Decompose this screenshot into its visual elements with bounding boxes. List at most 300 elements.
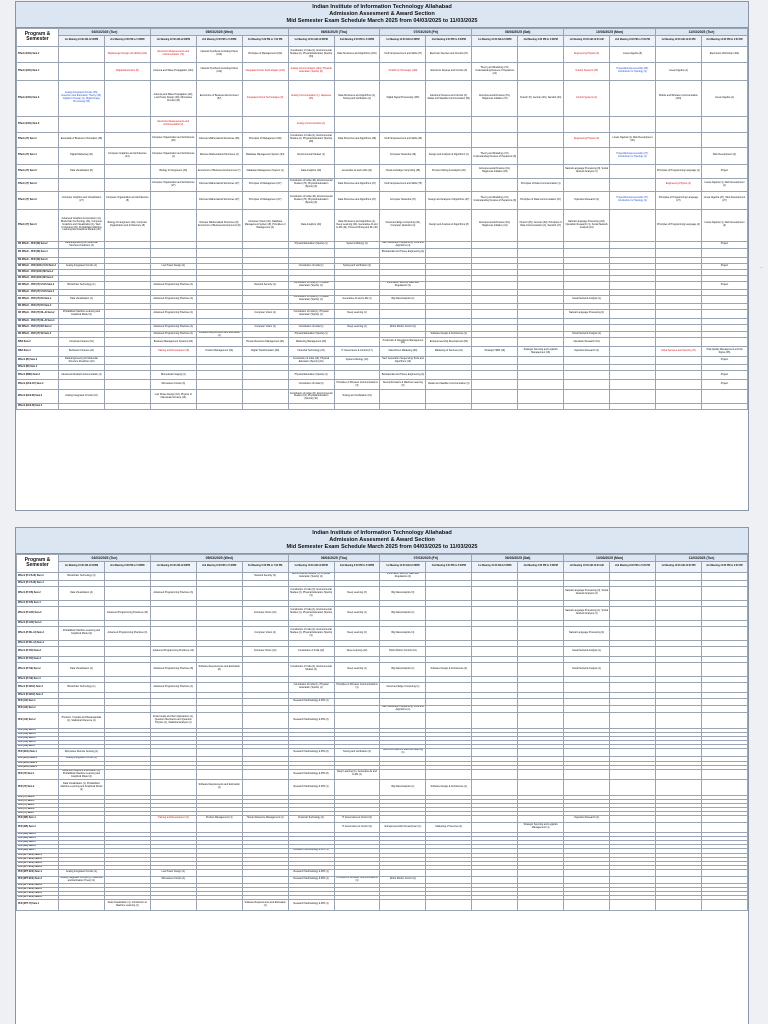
exam-cell	[610, 815, 656, 822]
exam-cell: Total Quality Management and Six Sigma (35)	[701, 347, 747, 357]
exam-cell	[701, 116, 747, 132]
exam-cell	[701, 646, 747, 656]
exam-cell	[610, 164, 656, 178]
program-semester-cell: DD MTech - PhD (IT) DS Sem-2	[17, 295, 59, 303]
exam-schedule-table	[16, 28, 748, 411]
exam-cell	[104, 390, 150, 404]
exam-cell	[242, 748, 288, 756]
exam-cell	[655, 712, 701, 728]
date-header: 10/03/2025 (Mon)	[564, 28, 656, 35]
exam-cell	[150, 209, 196, 241]
exam-cell	[655, 586, 701, 600]
table-row	[17, 338, 748, 347]
exam-cell	[655, 116, 701, 132]
exam-cell: Low Power Design (1)	[150, 263, 196, 269]
exam-cell: Biomaterials and Tissue Engineering (4)	[380, 248, 426, 257]
exam-cell: Software Requirements and Estimation (8)	[196, 662, 242, 676]
program-semester-cell: PhD (AS) Sem-7	[17, 744, 59, 748]
exam-cell	[196, 390, 242, 404]
program-semester-cell: PhD (IIPT-ECE) Sem-4	[17, 865, 59, 869]
exam-cell: Entrepreneurial Finance (94), Happiness Initiative (41)	[472, 209, 518, 241]
program-semester-cell: PhD (IIPT-ECE) Sem-1	[17, 869, 59, 876]
exam-cell	[426, 241, 472, 248]
time-slot-header: 1st Meeting 10:30 AM-12:30PM	[59, 35, 105, 46]
exam-cell: Social Network Analysis (1)	[564, 662, 610, 676]
exam-cell	[104, 705, 150, 712]
exam-cell	[150, 241, 196, 248]
exam-cell: Discrete Mathematical Structures (27)	[196, 191, 242, 209]
exam-cell	[701, 626, 747, 640]
exam-cell	[472, 769, 518, 779]
exam-cell	[59, 46, 105, 62]
exam-cell: Business Management Systems (62)	[150, 338, 196, 347]
table-row	[17, 371, 748, 380]
date-header: 07/03/2025 (Fri)	[380, 28, 472, 35]
exam-cell: Constitution of India (18), Environmental Studies (78), Physical Education (Sports) (6)	[288, 178, 334, 191]
exam-cell	[426, 371, 472, 380]
exam-cell	[196, 295, 242, 303]
exam-cell: Research Methodology & IPR (1)	[288, 899, 334, 910]
exam-cell: Theory and Modeling of IC, Understanding Devices of Hepatrons (8)	[472, 147, 518, 164]
exam-cell	[518, 338, 564, 347]
exam-cell	[610, 404, 656, 410]
program-semester-cell: PhD (IT) Sem-7	[17, 811, 59, 815]
exam-cell	[196, 586, 242, 600]
program-semester-cell: DD MTech - PhD (IT) DS Sem-4	[17, 303, 59, 309]
schedule-title: Mid Semester Exam Schedule March 2025 from 04/03/2025 to 11/03/2025	[286, 544, 478, 551]
exam-cell: Human Resource Management (61)	[242, 338, 288, 347]
exam-cell	[380, 869, 426, 876]
table-row	[17, 178, 748, 191]
section-name: Admission Assesment & Award Section	[329, 537, 435, 544]
exam-cell: Fintech (25), German (42), Principles of Data Communication (1), Sanskrit (17)	[518, 209, 564, 241]
exam-cell	[196, 899, 242, 910]
exam-cell: Big Data Analytics (3)	[380, 586, 426, 600]
exam-cell	[472, 46, 518, 62]
table-row	[17, 769, 748, 779]
exam-cell	[334, 572, 380, 580]
exam-cell	[196, 404, 242, 410]
exam-cell	[472, 404, 518, 410]
table-row	[17, 132, 748, 147]
exam-cell: Analog Integrated Circuits (1)	[59, 263, 105, 269]
program-semester-cell: MTech (IT-HCI) Sem-2	[17, 606, 59, 620]
exam-cell	[610, 869, 656, 876]
program-semester-cell: DD MTech - PhD (ECE) MI Sem-2	[17, 269, 59, 275]
exam-cell	[701, 705, 747, 712]
exam-cell: Entrepreneurship Development (1)	[380, 822, 426, 832]
exam-cell	[472, 371, 518, 380]
exam-cell	[59, 380, 105, 390]
exam-cell: Data Visualization (1), Probabilistic Machine Learning and Graphical Model (1)	[59, 779, 105, 795]
exam-cell: Robot Motion Control (1)	[380, 324, 426, 331]
exam-cell	[334, 705, 380, 712]
exam-cell	[104, 662, 150, 676]
exam-cell	[426, 324, 472, 331]
date-header: 04/03/2025 (Tue)	[59, 28, 151, 35]
time-slot-header: 1st Meeting 10:30 AM-12:30PM	[472, 35, 518, 46]
exam-cell: Research Methodology & IPR (2)	[288, 712, 334, 728]
exam-cell	[196, 324, 242, 331]
exam-cell	[380, 712, 426, 728]
exam-cell: Linear Algebra (1), Web Development (1)	[701, 178, 747, 191]
exam-cell	[472, 586, 518, 600]
exam-cell: Computer Vision (40), Database Management System (8), Principles of Management (4)	[242, 209, 288, 241]
exam-cell	[701, 572, 747, 580]
exam-cell	[196, 682, 242, 692]
exam-cell: Microwave Circuits (1)	[150, 876, 196, 883]
exam-cell: Data Visualization (4)	[59, 586, 105, 600]
exam-cell	[564, 404, 610, 410]
exam-cell	[518, 586, 564, 600]
exam-cell	[426, 357, 472, 365]
exam-cell: Project/Entrepreneurship (37), Introduction to Topology (4)	[610, 191, 656, 209]
exam-cell: Analog Integrated Circuits (1)	[59, 869, 105, 876]
exam-cell	[104, 371, 150, 380]
table-row	[17, 390, 748, 404]
schedule-page-2	[15, 527, 749, 1024]
table-row	[17, 646, 748, 656]
exam-cell: Digital Transformation (60)	[242, 347, 288, 357]
exam-cell: Data Visualization (1)	[59, 295, 105, 303]
date-header: 08/03/2025 (Sat)	[472, 28, 564, 35]
table-row	[17, 62, 748, 80]
exam-cell	[104, 869, 150, 876]
exam-cell	[288, 705, 334, 712]
table-row	[17, 712, 748, 728]
table-row	[17, 404, 748, 410]
exam-cell	[150, 779, 196, 795]
exam-cell: Principles of Management (102)	[242, 46, 288, 62]
exam-cell: Information Security Laws and Regulations (4)	[380, 572, 426, 580]
exam-cell: Data Structures and Algorithms (1), Deep Learning (40), Generative AI and LLMs (40), Process Mining and RL (40)	[334, 209, 380, 241]
exam-cell	[655, 357, 701, 365]
exam-cell	[518, 324, 564, 331]
exam-cell	[426, 869, 472, 876]
exam-cell	[150, 191, 196, 209]
exam-cell	[150, 748, 196, 756]
exam-cell	[472, 698, 518, 705]
exam-cell: Probabilistic Machine Learning and Graphical Model (1)	[59, 309, 105, 318]
program-semester-cell: MTech (ECE-M) Sem-2	[17, 390, 59, 404]
exam-cell	[426, 748, 472, 756]
time-slot-header: 1st Meeting 10:30 AM-12:30 PM	[655, 561, 701, 572]
exam-cell: Strategic Sourcing and Logistics Management (16)	[518, 347, 564, 357]
exam-cell: Constitution of India (10), Physical Education (Sports) (10)	[288, 357, 334, 365]
exam-cell	[242, 712, 288, 728]
exam-cell: Deep Learning (1)	[334, 662, 380, 676]
exam-cell	[610, 748, 656, 756]
exam-cell: Advanced Programming Practices (12)	[150, 646, 196, 656]
exam-cell	[334, 248, 380, 257]
time-slot-header: 1st Meeting 10:30 AM-12:30PM	[380, 35, 426, 46]
exam-cell	[150, 822, 196, 832]
exam-cell: Youth Empowerment and Skills (48)	[380, 132, 426, 147]
program-semester-cell: MTech (ECE-CF) Sem-2	[17, 380, 59, 390]
exam-cell	[655, 338, 701, 347]
exam-cell	[104, 748, 150, 756]
exam-cell	[196, 822, 242, 832]
exam-cell: Computer Networks (27)	[380, 191, 426, 209]
exam-cell	[426, 815, 472, 822]
exam-cell	[334, 281, 380, 289]
exam-cell	[564, 380, 610, 390]
exam-cell: Principles of Programming Language (4)	[655, 209, 701, 241]
exam-cell	[472, 324, 518, 331]
exam-cell	[104, 779, 150, 795]
exam-cell	[59, 815, 105, 822]
exam-cell	[518, 295, 564, 303]
exam-cell	[104, 815, 150, 822]
exam-cell: Advanced Programming Practices (1)	[150, 331, 196, 338]
program-semester-cell: MTech (BME) Sem-2	[17, 371, 59, 380]
exam-cell: Integrated Circuit Technologies (8)	[242, 80, 288, 116]
program-semester-cell: BTech (IT) Sem-8	[17, 191, 59, 209]
exam-cell	[104, 876, 150, 883]
exam-cell	[196, 626, 242, 640]
time-slot-header: 2nd Meeting 3:30 PM to 5:30PM	[104, 561, 150, 572]
exam-cell: Analog Integrated Circuits (1)	[59, 756, 105, 761]
exam-cell	[242, 404, 288, 410]
exam-cell	[564, 682, 610, 692]
exam-cell	[334, 371, 380, 380]
program-semester-cell: BS MTech - PhD (BI) Sem-4	[17, 248, 59, 257]
exam-cell: Software Design & Architecture (1)	[426, 779, 472, 795]
program-semester-cell: DD MTech - PhD (IT) SE Sem-2	[17, 331, 59, 338]
table-row	[17, 191, 748, 209]
exam-cell	[610, 331, 656, 338]
exam-cell: Data Visualization (4)	[59, 662, 105, 676]
program-semester-cell: MTech (IT-CS-IS) Sem-2	[17, 572, 59, 580]
exam-cell	[564, 241, 610, 248]
exam-cell	[564, 876, 610, 883]
exam-cell: Computer Vision (16)	[242, 606, 288, 620]
exam-cell: Software Design & Architecture (4)	[426, 662, 472, 676]
exam-cell	[242, 390, 288, 404]
exam-cell	[564, 712, 610, 728]
exam-cell	[334, 404, 380, 410]
exam-cell: Network Security (1)	[242, 281, 288, 289]
exam-cell: VLSI/IC & CS Design (148)	[380, 62, 426, 80]
exam-cell: Computer Graphics and Architecture (44)	[104, 147, 150, 164]
table-row	[17, 586, 748, 600]
exam-cell	[518, 147, 564, 164]
exam-cell	[701, 712, 747, 728]
exam-cell	[334, 331, 380, 338]
program-semester-cell: PhD (MS) Sem-6	[17, 844, 59, 848]
table-row	[17, 309, 748, 318]
program-semester-cell: PhD (AS) Sem-6	[17, 740, 59, 744]
exam-cell: Theory and Modeling of IC, Understanding Devices of Hepatrons (8)	[472, 191, 518, 209]
program-semester-cell: MTech (ECE-M) Sem-4	[17, 404, 59, 410]
exam-cell: Antenna and Wave Propagation (22), Low Power Design (49), Microwave Circuits (49)	[150, 80, 196, 116]
exam-cell: Youth Empowerment and Skills (75)	[380, 178, 426, 191]
exam-cell	[426, 572, 472, 580]
exam-cell: Network Synthesis & Analog Filters (144)	[196, 62, 242, 80]
exam-cell	[518, 712, 564, 728]
date-header: 06/03/2025 (Thu)	[288, 28, 380, 35]
time-slot-header: 2nd Meeting 3:30 PM to 5:30PM	[518, 35, 564, 46]
exam-cell: Operation Research (61)	[564, 338, 610, 347]
exam-cell: Financial Technology (24)	[288, 347, 334, 357]
exam-cell: Testing and Verification (10)	[334, 390, 380, 404]
exam-cell: Design and Analysis of Algorithms (27)	[426, 191, 472, 209]
exam-cell	[518, 705, 564, 712]
exam-cell: Principles of Wireless Communications (3)	[334, 380, 380, 390]
exam-cell	[426, 404, 472, 410]
exam-cell	[150, 698, 196, 705]
exam-cell: Linear Algebra (4), Web Development (40)	[610, 132, 656, 147]
exam-cell	[701, 295, 747, 303]
exam-cell	[334, 712, 380, 728]
exam-cell: Social Network Analysis (1)	[564, 295, 610, 303]
exam-cell: Cloud and Edge Computing (40), Computer Networks (4)	[380, 209, 426, 241]
exam-cell	[380, 390, 426, 404]
exam-cell: Research Methodology & IPR (8)	[288, 769, 334, 779]
program-semester-cell: PhD (IT) Sem-1	[17, 769, 59, 779]
exam-cell	[701, 338, 747, 347]
time-slot-header: 2nd Meeting 3:30 PM to 5:30PM	[334, 561, 380, 572]
exam-cell: Fintech (5), German (40), Sanskrit (34)	[518, 80, 564, 116]
exam-cell	[564, 698, 610, 705]
exam-cell	[610, 899, 656, 910]
exam-cell: Deep Learning (3)	[334, 586, 380, 600]
exam-cell: Neuroinformatics & Machine Learning (1)	[380, 748, 426, 756]
program-semester-cell: PhD (IT) Sem-6	[17, 807, 59, 811]
exam-cell: Big Data Analytics (1)	[380, 662, 426, 676]
exam-cell: Linear Algebra (1)	[701, 80, 747, 116]
exam-cell: Data Analytics (40)	[288, 164, 334, 178]
schedule-title: Mid Semester Exam Schedule March 2025 from 04/03/2025 to 11/03/2025	[286, 18, 478, 25]
exam-cell	[655, 324, 701, 331]
exam-cell: Environmental Studies (4), Physical Education (Sports) (4)	[288, 572, 334, 580]
exam-cell	[564, 748, 610, 756]
time-slot-header: 3rd Meeting 5:30 PM to 7:30 PM	[242, 35, 288, 46]
exam-cell: Discrete Mathematical Structures (8), Economics of Business Environment (8)	[196, 209, 242, 241]
exam-cell	[518, 869, 564, 876]
exam-cell	[518, 899, 564, 910]
exam-cell	[242, 822, 288, 832]
exam-cell	[472, 357, 518, 365]
exam-cell	[426, 698, 472, 705]
exam-cell	[518, 662, 564, 676]
exam-cell	[242, 779, 288, 795]
program-semester-cell: BTech (IT) Sem-8	[17, 178, 59, 191]
exam-cell: Deep Learning (12)	[334, 646, 380, 656]
exam-cell	[150, 626, 196, 640]
exam-cell	[701, 748, 747, 756]
exam-cell: Natural Language Processing (4)	[564, 626, 610, 640]
exam-cell: Entrepreneurship Development (62)	[426, 338, 472, 347]
exam-cell: Constitution of India (3), Environmental Studies (3), Physical Education (Sports) (3)	[288, 586, 334, 600]
exam-cell: Data Visualization (1), Introduction to Machine Learning (1)	[104, 899, 150, 910]
exam-cell	[472, 309, 518, 318]
exam-cell: Social Network Analysis (1)	[564, 331, 610, 338]
exam-cell	[701, 309, 747, 318]
exam-cell: Principles of Programming Language (1)	[655, 164, 701, 178]
exam-cell: Project	[701, 241, 747, 248]
exam-cell: Software Requirements and Estimation (1)	[242, 899, 288, 910]
exam-cell	[242, 705, 288, 712]
time-slot-header: 2nd Meeting 3:30 PM to 5:30PM	[426, 561, 472, 572]
exam-cell	[655, 646, 701, 656]
exam-cell	[701, 698, 747, 705]
exam-cell	[426, 295, 472, 303]
exam-cell: Computer Organization and Architecture (8)	[104, 191, 150, 209]
program-semester-cell: DD MTech - PhD (IT) CS-IS Sem-4	[17, 289, 59, 295]
exam-cell: Marketing of Services (1)	[426, 822, 472, 832]
exam-cell: Integrated Circuit Technologies (144)	[242, 62, 288, 80]
exam-cell: Next Generation Sequencing Tools and Algorithms (1)	[380, 705, 426, 712]
exam-cell	[242, 698, 288, 705]
program-semester-cell: PhD (IT) Sem-4	[17, 799, 59, 803]
exam-cell	[655, 779, 701, 795]
exam-cell	[518, 815, 564, 822]
time-slot-header: 1st Meeting 10:30 AM-12:30PM	[472, 561, 518, 572]
exam-cell	[59, 331, 105, 338]
exam-cell: Advanced Programming Practices (16)	[104, 606, 150, 620]
exam-cell	[472, 779, 518, 795]
exam-cell: Research Methodology & IPR (6)	[288, 748, 334, 756]
exam-cell	[426, 646, 472, 656]
time-slot-header: 2nd Meeting 3:30 PM to 5:30 PM	[610, 561, 656, 572]
exam-cell	[610, 80, 656, 116]
exam-cell	[655, 295, 701, 303]
exam-cell	[472, 338, 518, 347]
exam-cell	[518, 132, 564, 147]
exam-cell	[196, 241, 242, 248]
exam-cell: Robot Motion Control (1)	[380, 876, 426, 883]
exam-cell	[104, 572, 150, 580]
program-semester-cell: MTech (IT-SE) Sem-2	[17, 662, 59, 676]
exam-cell: Discrete Mathematical Structures (4)	[196, 147, 242, 164]
exam-cell: Information Security Laws and Regulations (1)	[380, 281, 426, 289]
time-slot-header: 1st Meeting 10:30 AM-12:30PM	[288, 35, 334, 46]
exam-cell: Generative AI and LLMs (11)	[334, 164, 380, 178]
exam-cell: Deep Learning (1)	[334, 309, 380, 318]
time-slot-header: 1st Meeting 10:30 AM-12:30PM	[150, 561, 196, 572]
exam-cell: Software Requirements and Estimation (1)	[196, 779, 242, 795]
exam-cell: Principles of Management (48)	[242, 132, 288, 147]
exam-cell	[59, 178, 105, 191]
exam-cell: Design and Analysis of Algorithms (8)	[426, 209, 472, 241]
exam-cell	[104, 295, 150, 303]
page-header	[16, 528, 748, 554]
exam-cell	[196, 712, 242, 728]
exam-cell	[564, 357, 610, 365]
exam-cell: Digital Logic Design Lab (ECE) (104)	[104, 46, 150, 62]
table-row	[17, 748, 748, 756]
exam-cell	[610, 347, 656, 357]
exam-cell: Analog Integrated Circuits (1), Detection and Estimation Theory (1)	[60, 876, 103, 882]
exam-cell	[610, 380, 656, 390]
exam-cell: Antenna and Wave Propagation (144)	[150, 62, 196, 80]
program-semester-cell: BTech (IT) Sem-4	[17, 147, 59, 164]
exam-cell	[426, 132, 472, 147]
exam-cell	[472, 116, 518, 132]
exam-cell	[426, 390, 472, 404]
exam-cell	[655, 572, 701, 580]
exam-cell: Radar and Satellite Communication (3)	[426, 380, 472, 390]
exam-cell	[242, 116, 288, 132]
exam-cell: Cloud and Edge Computing (38)	[380, 164, 426, 178]
exam-cell: Advanced Programming Practices (4)	[104, 626, 150, 640]
exam-cell	[655, 404, 701, 410]
program-semester-cell: MBA Sem-4	[17, 347, 59, 357]
exam-cell	[104, 241, 150, 248]
exam-cell	[380, 815, 426, 822]
exam-cell	[242, 869, 288, 876]
